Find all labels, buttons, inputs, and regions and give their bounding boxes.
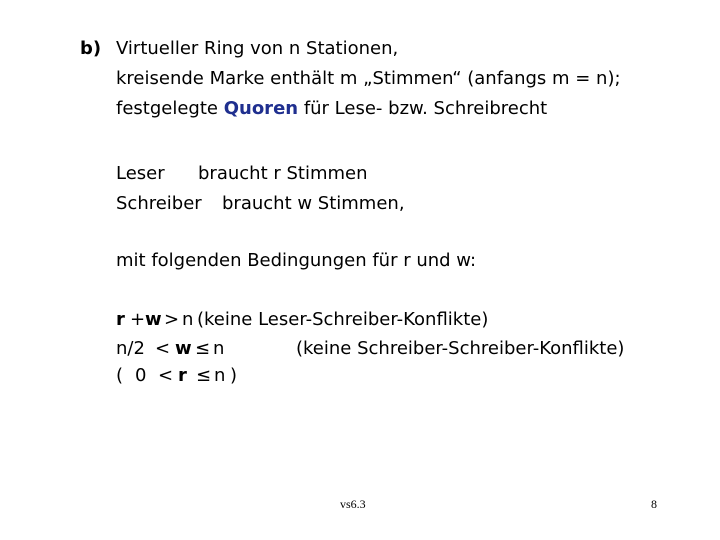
section-line-3-start: festgelegte: [116, 98, 224, 119]
section-line-1: Virtueller Ring von n Stationen,: [116, 38, 399, 59]
role-name-schreiber: Schreiber: [116, 193, 202, 214]
cond3-lt: <: [158, 365, 174, 386]
cond3-r: r: [178, 365, 187, 386]
cond1-plus: +: [130, 309, 146, 330]
cond3-le: ≤: [196, 365, 212, 386]
section-line-3: [116, 98, 547, 119]
cond1-gt: >: [164, 309, 180, 330]
cond2-note: (keine Schreiber-Schreiber-Konflikte): [296, 338, 625, 359]
page-number: 8: [651, 497, 657, 511]
section-line-2: kreisende Marke enthält m „Stimmen“ (anfangs m = n);: [116, 68, 621, 89]
conditions-intro: mit folgenden Bedingungen für r und w:: [116, 250, 477, 271]
cond1-w: w: [145, 309, 162, 330]
role-requirement-leser: braucht r Stimmen: [198, 163, 368, 184]
cond2-w: w: [175, 338, 192, 359]
cond1-n: n: [182, 309, 194, 330]
quoren-highlight: Quoren: [223, 98, 299, 119]
cond3-open-paren: (: [116, 365, 124, 386]
cond1-r: r: [116, 309, 125, 330]
cond2-n: n: [213, 338, 225, 359]
cond2-le: ≤: [195, 338, 211, 359]
cond3-zero: 0: [135, 365, 147, 386]
cond3-n: n: [214, 365, 226, 386]
role-name-leser: Leser: [116, 163, 165, 184]
cond3-close-paren: ): [230, 365, 238, 386]
section-label: b): [80, 38, 102, 59]
cond1-note: (keine Leser-Schreiber-Konflikte): [197, 309, 489, 330]
role-requirement-schreiber: braucht w Stimmen,: [222, 193, 405, 214]
cond2-n-half: n/2: [116, 338, 145, 359]
footer-label: vs6.3: [340, 497, 366, 511]
section-line-3-end: für Lese- bzw. Schreibrecht: [298, 98, 548, 119]
cond2-lt: <: [155, 338, 171, 359]
